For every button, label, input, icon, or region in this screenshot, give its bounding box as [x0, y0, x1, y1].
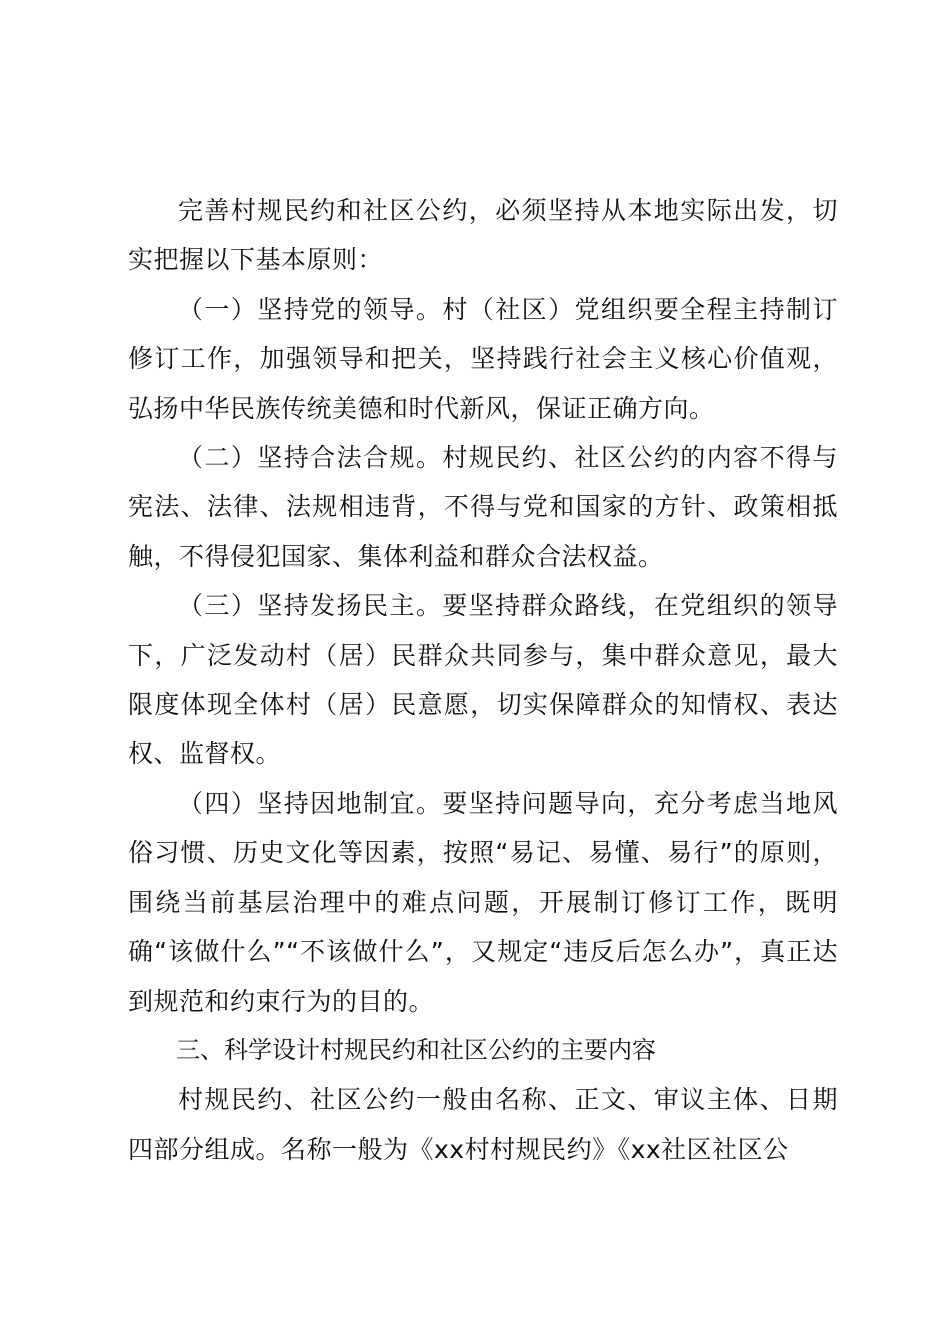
paragraph-intro: 完善村规民约和社区公约，必须坚持从本地实际出发，切实把握以下基本原则：	[128, 196, 838, 275]
paragraph-principle-4: （四）坚持因地制宜。要坚持问题导向，充分考虑当地风俗习惯、历史文化等因素，按照“易记、易懂、易行”的原则，围绕当前基层治理中的难点问题，开展制订修订工作，既明确“该做什么”“不该做什么”，又规定“违反后怎么办”，真正达到规范和约束行为的目的。	[128, 788, 838, 1016]
paragraph-content-composition: 村规民约、社区公约一般由名称、正文、审议主体、日期四部分组成。名称一般为《xx村村规民约》《xx社区社区公	[128, 1085, 838, 1164]
document-body	[128, 186, 838, 1174]
paragraph-principle-1: （一）坚持党的领导。村（社区）党组织要全程主持制订修订工作，加强领导和把关，坚持践行社会主义核心价值观，弘扬中华民族传统美德和时代新风，保证正确方向。	[128, 294, 838, 423]
paragraph-principle-2: （二）坚持合法合规。村规民约、社区公约的内容不得与宪法、法律、法规相违背，不得与党和国家的方针、政策相抵触，不得侵犯国家、集体利益和群众合法权益。	[128, 443, 838, 571]
paragraph-principle-3: （三）坚持发扬民主。要坚持群众路线，在党组织的领导下，广泛发动村（居）民群众共同参与，集中群众意见，最大限度体现全体村（居）民意愿，切实保障群众的知情权、表达权、监督权。	[128, 591, 838, 769]
section-heading-3: 三、科学设计村规民约和社区公约的主要内容	[176, 1035, 656, 1064]
